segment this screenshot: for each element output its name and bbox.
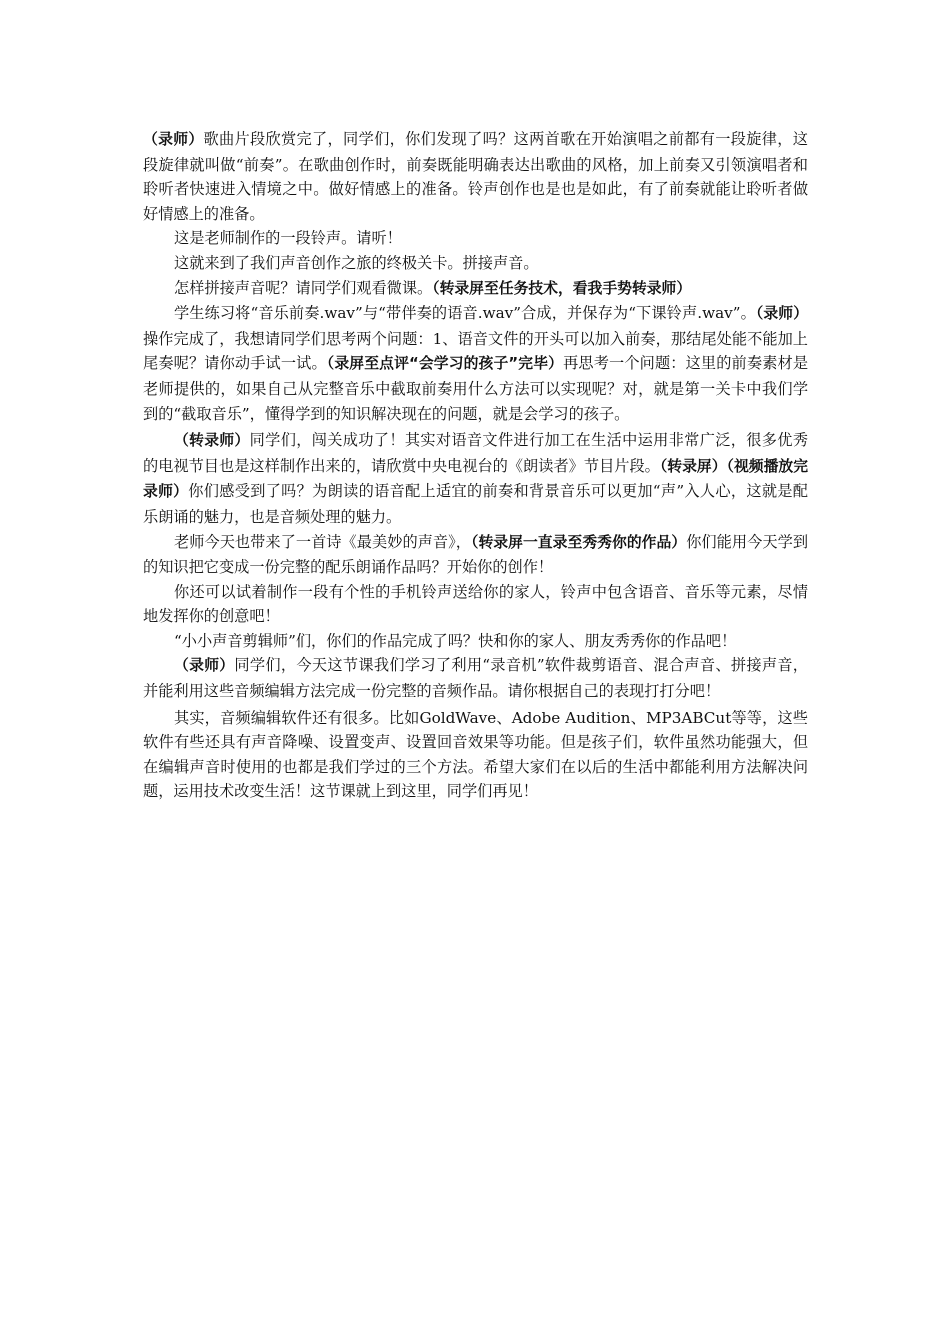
paragraph-text: 同学们，今天这节课我们学习了利用“录音机”软件裁剪语音、混合声音、拼接声音，并能利用这些音频编辑方法完成一份完整的音频作品。请你根据自己的表现打打分吧！ <box>143 656 808 701</box>
paragraph <box>143 580 808 629</box>
document-body <box>143 127 808 804</box>
paragraph <box>143 629 808 654</box>
paragraph <box>143 251 808 276</box>
paragraph <box>143 127 808 226</box>
paragraph-text: 操作完成了，我想请同学们思考两个问题：1、语音文件的开头可以加入前奏，那结尾处能不能加上尾奏呢？请你动手试一试。 <box>143 329 808 373</box>
stage-direction: （录屏至点评“会学习的孩子”完毕） <box>326 355 564 373</box>
paragraph-text: 你还可以试着制作一段有个性的手机铃声送给你的家人，铃声中包含语音、音乐等元素，尽情地发挥你的创意吧！ <box>143 582 808 626</box>
paragraph-text: 老师今天也带来了一首诗《最美妙的声音》， <box>174 532 471 551</box>
paragraph-text: 学生练习将“音乐前奏.wav”与“带伴奏的语音.wav”合成，并保存为“下课铃声.wav”。 <box>174 304 756 323</box>
stage-direction: （转录屏一直录至秀秀你的作品） <box>471 533 687 551</box>
paragraph <box>143 530 808 580</box>
paragraph <box>143 706 808 804</box>
paragraph-text: 这就来到了我们声音创作之旅的终极关卡。拼接声音。 <box>174 253 539 272</box>
stage-direction: （录师） <box>143 131 204 148</box>
paragraph-text: 怎样拼接声音呢？请同学们观看微课。 <box>174 278 433 297</box>
paragraph-text: 歌曲片段欣赏完了，同学们，你们发现了吗？这两首歌在开始演唱之前都有一段旋律，这段旋律就叫做“前奏”。在歌曲创作时，前奏既能明确表达出歌曲的风格，加上前奏又引领演唱者和聆听者快速进入情境之中。做好情感上的准备。铃声创作也是也是如此，有了前奏就能让聆听者做好情感上的准备。 <box>143 130 808 223</box>
paragraph <box>143 301 808 426</box>
stage-direction: （录师） <box>174 657 235 675</box>
stage-direction: （录师） <box>755 305 808 323</box>
paragraph-text: 你们感受到了吗？为朗读的语音配上适宜的前奏和背景音乐可以更加“声”入人心，这就是配乐朗诵的魅力，也是音频处理的魅力。 <box>143 482 808 526</box>
paragraph-text: 其实，音频编辑软件还有很多。比如GoldWave、Adobe Audition、MP3ABCut等等，这些软件有些还具有声音降噪、设置变声、设置回音效果等功能。但是孩子们，软件虽然功能强大，但在编辑声音时使用的也都是我们学过的三个方法。希望大家们在以后的生活中都能利用方法解决问题，运用技术改变生活！这节课就上到这里，同学们再见！ <box>143 708 808 801</box>
paragraph-text: “小小声音剪辑师”们，你们的作品完成了吗？快和你的家人、朋友秀秀你的作品吧！ <box>174 631 737 650</box>
paragraph-text: 这是老师制作的一段铃声。请听！ <box>174 229 402 248</box>
stage-direction: （转录屏）（视频播放完录师） <box>143 457 809 501</box>
paragraph <box>143 226 808 251</box>
paragraph-text: 再思考一个问题：这里的前奏素材是老师提供的，如果自己从完整音乐中截取前奏用什么方法可以实现呢？对，就是第一关卡中我们学到的“截取音乐”，懂得学到的知识解决现在的问题，就是会学习的孩子。 <box>143 354 809 423</box>
paragraph <box>143 653 808 703</box>
stage-direction: （转录屏至任务技术，看我手势转录师） <box>432 279 692 297</box>
paragraph <box>143 428 808 529</box>
paragraph-text: 你们能用今天学到的知识把它变成一份完整的配乐朗诵作品吗？开始你的创作！ <box>143 532 809 577</box>
paragraph-text: 同学们，闯关成功了！其实对语音文件进行加工在生活中运用非常广泛，很多优秀的电视节目也是这样制作出来的，请欣赏中央电视台的《朗读者》节目片段。 <box>143 431 809 475</box>
stage-direction: （转录师） <box>174 432 250 450</box>
paragraph <box>143 276 808 302</box>
